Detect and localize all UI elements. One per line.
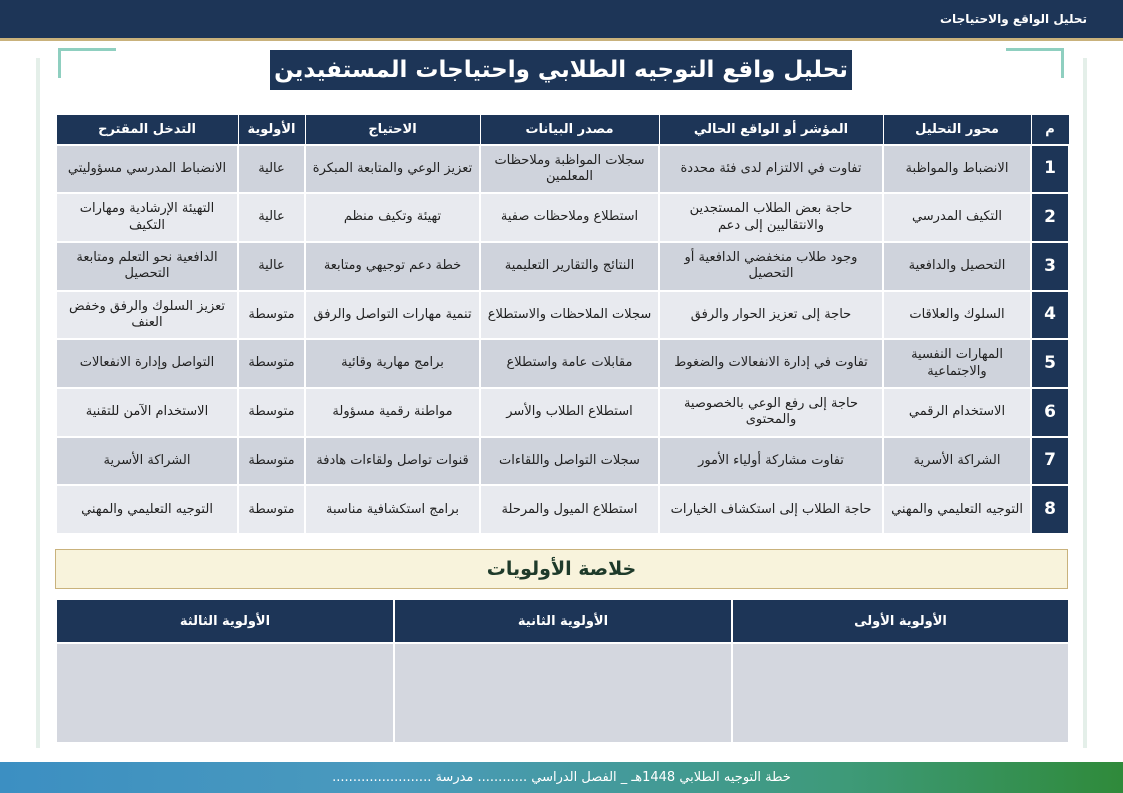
table-row — [56, 291, 1069, 340]
analysis-axis-cell: المهارات النفسية والاجتماعية — [883, 339, 1031, 388]
table-row — [56, 145, 1069, 194]
priorities-input-row — [56, 643, 1069, 743]
need-cell: قنوات تواصل ولقاءات هادفة — [305, 437, 480, 486]
row-number-cell: 5 — [1031, 339, 1069, 388]
proposed-intervention-cell: الانضباط المدرسي مسؤوليتي — [56, 145, 238, 194]
need-cell: تنمية مهارات التواصل والرفق — [305, 291, 480, 340]
proposed-intervention-cell: التهيئة الإرشادية ومهارات التكيف — [56, 193, 238, 242]
col-header-source: مصدر البيانات — [480, 115, 659, 145]
need-cell: تهيئة وتكيف منظم — [305, 193, 480, 242]
row-number-cell: 2 — [1031, 193, 1069, 242]
proposed-intervention-cell: التوجيه التعليمي والمهني — [56, 485, 238, 534]
row-number-cell: 1 — [1031, 145, 1069, 194]
proposed-intervention-cell: تعزيز السلوك والرفق وخفض العنف — [56, 291, 238, 340]
footer-bar: خطة التوجيه الطلابي 1448هـ _ الفصل الدراسي ............ مدرسة ........................ — [0, 762, 1123, 793]
right-corner-bracket — [1006, 48, 1064, 78]
priority-third-cell[interactable] — [56, 643, 394, 743]
table-row — [56, 437, 1069, 486]
table-row — [56, 193, 1069, 242]
proposed-intervention-cell: الشراكة الأسرية — [56, 437, 238, 486]
col-header-number: م — [1031, 115, 1069, 145]
data-source-cell: مقابلات عامة واستطلاع — [480, 339, 659, 388]
data-source-cell: سجلات التواصل واللقاءات — [480, 437, 659, 486]
analysis-axis-cell: السلوك والعلاقات — [883, 291, 1031, 340]
analysis-axis-cell: الاستخدام الرقمي — [883, 388, 1031, 437]
priority-second-cell[interactable] — [394, 643, 732, 743]
proposed-intervention-cell: الدافعية نحو التعلم ومتابعة التحصيل — [56, 242, 238, 291]
priorities-header-row — [56, 599, 1069, 643]
indicator-cell: وجود طلاب منخفضي الدافعية أو التحصيل — [659, 242, 883, 291]
need-cell: تعزيز الوعي والمتابعة المبكرة — [305, 145, 480, 194]
table-row — [56, 339, 1069, 388]
analysis-axis-cell: التحصيل والدافعية — [883, 242, 1031, 291]
analysis-axis-cell: التوجيه التعليمي والمهني — [883, 485, 1031, 534]
page-title: تحليل واقع التوجيه الطلابي واحتياجات المستفيدين — [270, 50, 852, 90]
indicator-cell: تفاوت في إدارة الانفعالات والضغوط — [659, 339, 883, 388]
indicator-cell: حاجة بعض الطلاب المستجدين والانتقاليين إلى دعم — [659, 193, 883, 242]
priority-level-cell: متوسطة — [238, 388, 305, 437]
data-source-cell: استطلاع الميول والمرحلة — [480, 485, 659, 534]
priority-level-cell: متوسطة — [238, 339, 305, 388]
analysis-axis-cell: الانضباط والمواظبة — [883, 145, 1031, 194]
left-corner-bracket — [58, 48, 116, 78]
row-number-cell: 8 — [1031, 485, 1069, 534]
table-row — [56, 388, 1069, 437]
data-source-cell: النتائج والتقارير التعليمية — [480, 242, 659, 291]
proposed-intervention-cell: التواصل وإدارة الانفعالات — [56, 339, 238, 388]
analysis-axis-cell: التكيف المدرسي — [883, 193, 1031, 242]
priorities-summary-title: خلاصة الأولويات — [55, 549, 1068, 589]
need-cell: مواطنة رقمية مسؤولة — [305, 388, 480, 437]
priorities-table — [55, 598, 1070, 744]
priority-level-cell: متوسطة — [238, 437, 305, 486]
priority-first-cell[interactable] — [732, 643, 1069, 743]
priority-first-header: الأولوية الأولى — [732, 599, 1069, 643]
proposed-intervention-cell: الاستخدام الآمن للتقنية — [56, 388, 238, 437]
priority-level-cell: متوسطة — [238, 291, 305, 340]
indicator-cell: حاجة إلى رفع الوعي بالخصوصية والمحتوى — [659, 388, 883, 437]
data-source-cell: سجلات المواظبة وملاحظات المعلمين — [480, 145, 659, 194]
priority-second-header: الأولوية الثانية — [394, 599, 732, 643]
data-source-cell: استطلاع وملاحظات صفية — [480, 193, 659, 242]
col-header-need: الاحتياج — [305, 115, 480, 145]
header-accent-line — [0, 38, 1123, 41]
indicator-cell: تفاوت في الالتزام لدى فئة محددة — [659, 145, 883, 194]
table-row — [56, 242, 1069, 291]
priority-third-header: الأولوية الثالثة — [56, 599, 394, 643]
indicator-cell: حاجة الطلاب إلى استكشاف الخيارات — [659, 485, 883, 534]
data-source-cell: استطلاع الطلاب والأسر — [480, 388, 659, 437]
priority-level-cell: عالية — [238, 193, 305, 242]
right-decor-line — [1083, 58, 1087, 748]
priority-level-cell: عالية — [238, 145, 305, 194]
priority-level-cell: عالية — [238, 242, 305, 291]
left-decor-line — [36, 58, 40, 748]
col-header-priority: الأولوية — [238, 115, 305, 145]
header-title: تحليل الواقع والاحتياجات — [940, 12, 1087, 26]
need-cell: برامج مهارية وقائية — [305, 339, 480, 388]
table-row — [56, 485, 1069, 534]
row-number-cell: 7 — [1031, 437, 1069, 486]
row-number-cell: 6 — [1031, 388, 1069, 437]
indicator-cell: تفاوت مشاركة أولياء الأمور — [659, 437, 883, 486]
col-header-intervention: التدخل المقترح — [56, 115, 238, 145]
col-header-axis: محور التحليل — [883, 115, 1031, 145]
analysis-header-row — [56, 115, 1069, 145]
data-source-cell: سجلات الملاحظات والاستطلاع — [480, 291, 659, 340]
row-number-cell: 4 — [1031, 291, 1069, 340]
need-cell: برامج استكشافية مناسبة — [305, 485, 480, 534]
analysis-table — [55, 114, 1070, 535]
need-cell: خطة دعم توجيهي ومتابعة — [305, 242, 480, 291]
row-number-cell: 3 — [1031, 242, 1069, 291]
indicator-cell: حاجة إلى تعزيز الحوار والرفق — [659, 291, 883, 340]
col-header-indicator: المؤشر أو الواقع الحالي — [659, 115, 883, 145]
analysis-axis-cell: الشراكة الأسرية — [883, 437, 1031, 486]
priority-level-cell: متوسطة — [238, 485, 305, 534]
